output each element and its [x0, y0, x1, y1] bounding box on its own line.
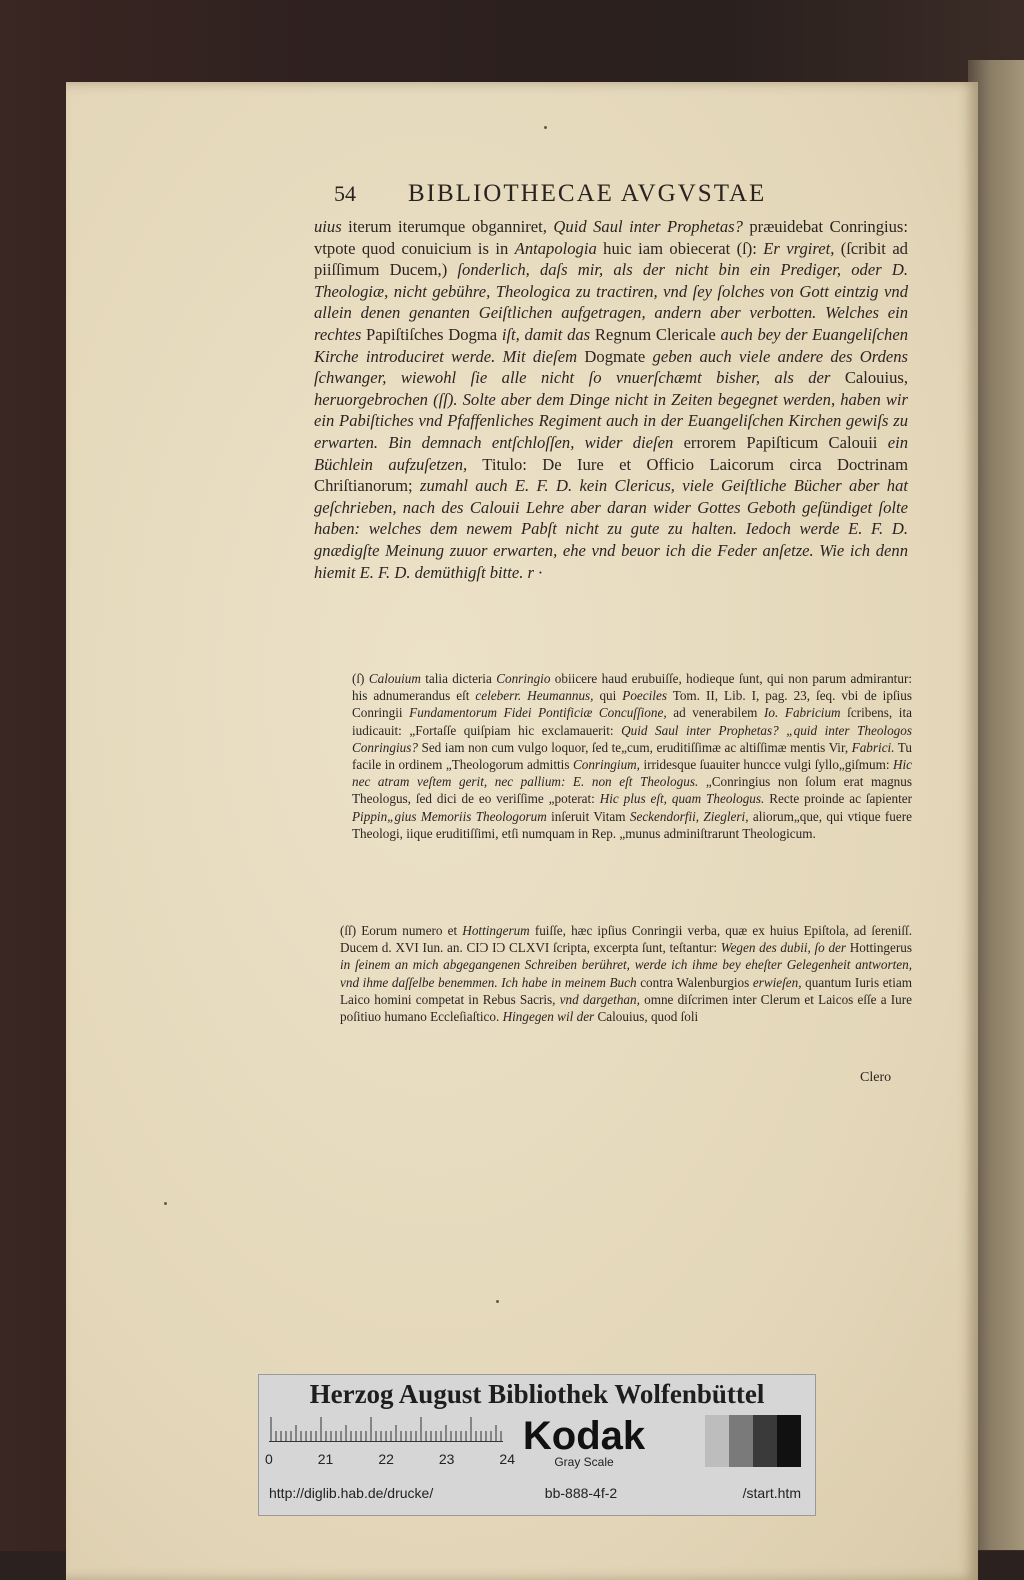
text-run: omne diſcrimen inter Clerum et Laicos eſſe a Iure poſitiuo humano Eccleſiaſtico. — [340, 991, 912, 1025]
text-run: Sed iam non cum vulgo loquor, ſed te„cum, eruditiſſimæ ac altiſſimæ mentis Vir, — [417, 739, 852, 755]
ruler-number: 24 — [499, 1451, 515, 1467]
text-run: irridesque ſuauiter huncce vulgi ſyllo„giſmum: — [639, 757, 893, 773]
text-run: huic iam obiecerat (ſ): — [596, 238, 764, 258]
text-run: Io. Fabricium — [764, 705, 841, 721]
gray-swatch — [729, 1415, 753, 1467]
footnote-f — [352, 670, 912, 842]
footnote-ff — [340, 922, 912, 1025]
running-title: BIBLIOTHECAE AVGVSTAE — [408, 180, 767, 207]
text-run: Pippin„gius Memoriis Theologorum — [352, 808, 547, 824]
text-run: auch bey der Euangeliſchen Kirche introduciret werde. Mit dieſem — [314, 324, 908, 366]
text-run: fuiſſe, hæc ipſius Conringii verba, quæ ex huius Epiſtola, ad ſereniſſ. Ducem d. XVI Iun. an. CIƆ IƆ CLXVI ſcripta, excerpta ſunt, teſtantur: — [340, 923, 912, 956]
text-run: Recte proinde ac ſapienter — [764, 791, 912, 807]
text-run: celeberr. Heumannus, — [475, 688, 594, 704]
library-url[interactable]: http://diglib.hab.de/drucke/ — [269, 1485, 434, 1501]
gray-swatch — [705, 1415, 729, 1467]
text-run: (ſ) — [352, 671, 369, 686]
text-run: Conringio — [496, 671, 551, 686]
page-number: 54 — [334, 181, 356, 206]
grayscale-swatches — [705, 1415, 801, 1467]
kodak-logo: Kodak — [522, 1414, 646, 1458]
ruler-number: 0 — [265, 1451, 273, 1467]
text-run: (ſcribit ad piiſſimum Ducem,) — [314, 238, 908, 280]
text-run: Calouius, quod ſoli — [594, 1009, 699, 1025]
text-run: ſonderlich, daſs mir, als der nicht bin ein Prediger, oder D. Theologiæ, nicht gebühre, Theologica zu tractiren, vnd ſey ſolches von Gott eintzig vnd allein denen genanten Geiſtlichen aufgetragen, andern aber verbotten. Welches ein rechtes — [314, 260, 908, 344]
text-run: Dogmate — [577, 346, 653, 366]
text-run: Poeciles — [622, 688, 667, 704]
text-run: vnd dargethan, — [559, 991, 640, 1007]
text-run: Titulo: De Iure et Officio Laicorum circa Doctrinam Chriſtianorum; — [314, 454, 908, 496]
library-name: Herzog August Bibliothek Wolfenbüttel — [309, 1379, 765, 1409]
paper-speck — [496, 1300, 499, 1303]
paper-speck — [164, 1202, 167, 1205]
text-run: Er vrgiret, — [763, 238, 835, 258]
main-text-paragraph — [314, 216, 908, 583]
text-run: præuidebat Conringius: vtpote quod conuicium is in — [314, 217, 908, 258]
text-run: (ſſ) Eorum numero et — [340, 923, 463, 938]
ruler-number: 23 — [438, 1451, 455, 1467]
text-run: inſeruit Vitam — [546, 808, 630, 824]
text-run: ad venerabilem — [666, 705, 765, 721]
catchword: Clero — [860, 1070, 892, 1085]
gray-swatch — [777, 1415, 801, 1467]
text-run: Fundamentorum Fidei Pontificiæ Concuſſione, — [409, 705, 667, 721]
text-run: ſcribens, ita iudicauit: „Fortaſſe quiſpiam hic exclamauerit: — [352, 705, 912, 738]
text-run: Quid Saul inter Prophetas? „quid inter Theologos Conringius? — [352, 722, 912, 755]
text-run: Conringium, — [572, 757, 640, 773]
ruler-scale — [269, 1415, 503, 1442]
text-run: Tu facile in ordinem „Theologorum admittis — [352, 739, 912, 773]
text-run: „Conringius non ſolum erat magnus Theologus, ſed dici de eo veriſſime „poterat: — [352, 774, 912, 807]
text-run: in ſeinem an mich abgegangenen Schreiben berühret, werde ich ihme bey eheſter Gelegenheit antworten, vnd ihme daſſelbe benemmen. Ich habe in meinem Buch — [340, 957, 912, 990]
text-run: Antapologia — [514, 238, 597, 258]
paper-speck — [544, 126, 547, 129]
grayscale-label: Gray Scale — [554, 1455, 614, 1469]
text-run: Hic nec atram veſtem gerit, nec pallium: E. non eſt Theologus. — [352, 757, 912, 790]
text-run: Calouium — [368, 671, 421, 686]
text-run: Tom. II, Lib. I, pag. 23, ſeq. vbi de ipſius Conringii — [352, 688, 912, 721]
text-run: iterum iterumque obganniret, — [341, 217, 554, 236]
text-run: Seckendorfii, Ziegleri, — [629, 808, 749, 824]
text-run: Papiſtiſches Dogma — [361, 324, 502, 344]
text-run: contra Walenburgios — [636, 974, 753, 990]
text-run: Hottingerum — [462, 923, 530, 938]
text-run: talia dicteria — [420, 671, 497, 686]
text-run: uius — [314, 217, 342, 236]
ruler-number: 22 — [378, 1451, 394, 1467]
text-run: Regnum Clericale — [590, 324, 721, 344]
text-run: Fabrici. — [851, 739, 895, 755]
text-run: Quid Saul inter Prophetas? — [553, 217, 743, 236]
text-run: qui — [593, 688, 623, 704]
text-run: ein Büchlein aufzuſetzen, — [314, 432, 908, 474]
start-page-link[interactable]: /start.htm — [742, 1485, 801, 1501]
text-run: quantum Iuris etiam Laico homini competat in Rebus Sacris, — [340, 974, 912, 1007]
ruler-number: 21 — [317, 1451, 334, 1467]
text-run: Hingegen wil der — [502, 1009, 595, 1025]
gray-swatch — [753, 1415, 777, 1467]
text-run: aliorum„que, qui vtique fuere Theologi, iique eruditiſſimi, etſi numquam in Rep. „munus adminiſtrarunt Theologicum. — [352, 808, 912, 841]
text-run: Calouius, — [830, 368, 908, 388]
text-run: errorem Papiſticum Calouii — [673, 432, 888, 452]
text-run: heruorgebrochen (ſſ). Solte aber dem Dinge nicht in Zeiten begegnet werden, haben wir ein Pabiſtiches vnd Pfaffenliches Regiment auch in der Euangeliſchen Kirchen gewiſs zu erwarten. Bin demnach entſchloſſen, wider dieſen — [314, 389, 908, 452]
page-header — [334, 180, 874, 216]
shelfmark-code: bb-888-4f-2 — [544, 1485, 618, 1501]
text-run: iſt, damit das — [501, 324, 591, 344]
text-run: Hottingerus — [846, 940, 913, 956]
text-run: Hic plus eſt, quam Theologus. — [599, 791, 765, 807]
library-color-card — [258, 1374, 816, 1516]
ruler-numbers — [265, 1451, 515, 1471]
text-run: erwieſen, — [752, 974, 802, 990]
text-run: obiicere haud erubuiſſe, hodieque ſunt, qui non parum admirantur: his adnumerandus eſt — [352, 671, 912, 704]
text-run: zumahl auch E. F. D. kein Clericus, viele Geiſtliche Bücher aber hat geſchrieben, nach des Calouii Lehre aber daran wider Gottes Geboth geſündiget ſolte haben: welches dem newem Pabſt nicht zu gute zu halten. Iedoch werde E. F. D. gnædigſte Meinung zuuor erwarten, ehe vnd beuor ich die Feder anſetze. Wie ich denn hiemit E. F. D. demüthigſt bitte. r · — [314, 476, 908, 582]
text-run: geben auch viele andere des Ordens ſchwanger, wiewohl ſie alle nicht ſo vnuerſchæmt bisher, als der — [314, 346, 908, 388]
text-run: Wegen des dubii, ſo der — [720, 940, 847, 956]
